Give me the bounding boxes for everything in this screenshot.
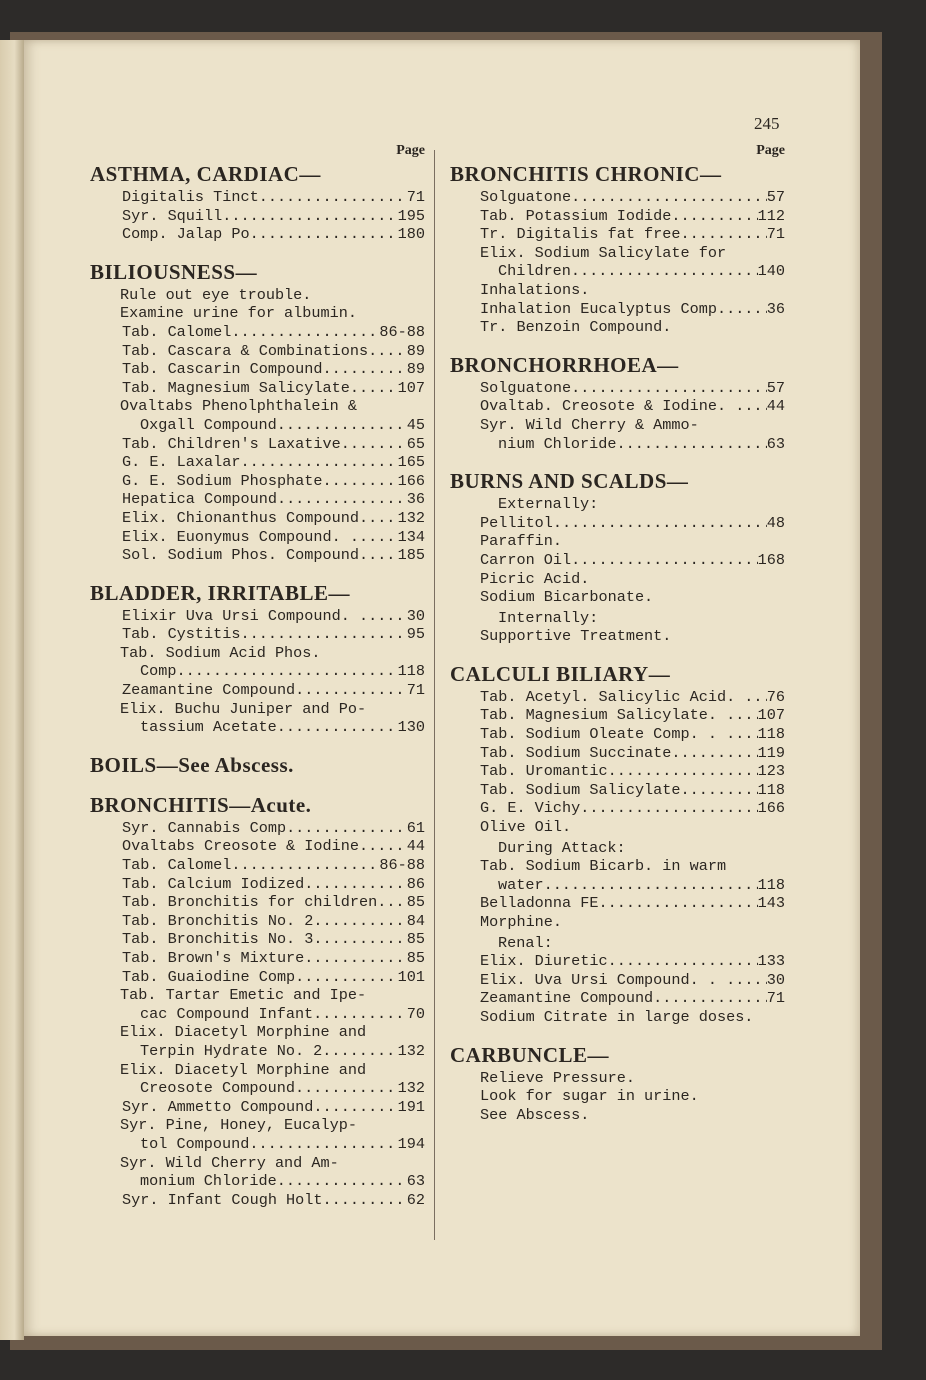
entry-page: 63 [766,434,785,453]
index-entry [90,1005,425,1024]
entry-page: 48 [766,513,785,532]
leader-dots [304,949,406,968]
index-text: Rule out eye trouble. [120,285,312,304]
index-entry [90,207,425,226]
entry-page: 132 [397,508,425,527]
column-divider [434,150,435,1240]
index-text: Inhalations. [480,280,590,299]
index-entry [90,416,425,435]
subheading: Renal: [498,933,553,952]
index-entry [450,725,785,744]
entry-name: tassium Acetate [140,718,277,737]
entry-name: Belladonna FE [480,894,599,913]
entry-name: Tab. Sodium Oleate Comp. . . [480,725,736,744]
index-entry [450,397,785,416]
index-entry [90,607,425,626]
entry-page: 30 [406,606,425,625]
index-entry [90,1042,425,1061]
entry-page: 118 [397,662,425,681]
entry-page: 143 [757,894,785,913]
entry-name: Terpin Hydrate No. 2 [140,1041,323,1060]
entry-page: 107 [757,706,785,725]
leader-dots [653,989,767,1008]
leader-dots [249,1135,397,1154]
leader-dots [735,706,757,725]
index-text: See Abscess. [480,1105,590,1124]
leader-dots [681,781,758,800]
leader-dots [544,876,758,895]
entry-page: 101 [397,967,425,986]
leader-dots [753,688,766,707]
leader-dots [616,435,766,454]
index-entry [90,509,425,528]
section-heading: BURNS AND SCALDS— [450,469,689,494]
index-entry [450,762,785,781]
entry-page: 57 [766,378,785,397]
index-text: Ovaltabs Phenolphthalein & [120,397,357,416]
entry-name: Tab. Bronchitis No. 2 [122,911,314,930]
leader-dots [323,472,398,491]
index-text: Sodium Bicarbonate. [480,588,654,607]
entry-page: 71 [766,225,785,244]
right-column [450,142,785,1124]
section-heading: BOILS—See Abscess. [90,752,294,777]
entry-page: 45 [406,415,425,434]
entry-page: 36 [406,490,425,509]
leader-dots [571,551,758,570]
index-entry [90,856,425,875]
entry-name: Tab. Cascarin Compound [122,360,323,379]
index-entry [90,930,425,949]
entry-name: Elix. Euonymus Compound. . [122,527,359,546]
entry-name: G. E. Laxalar [122,453,241,472]
index-entry [90,546,425,565]
entry-page: 65 [406,434,425,453]
entry-name: Tab. Sodium Salicylate [480,780,681,799]
entry-name: Digitalis Tinct [122,188,259,206]
entry-page: 36 [766,299,785,318]
entry-name: Tab. Calomel [122,322,232,341]
index-text: Examine urine for albumin. [120,304,357,323]
left-sections [90,162,425,1209]
section-heading: BRONCHITIS CHRONIC— [450,162,722,186]
index-text: Sodium Citrate in large doses. [480,1007,754,1026]
section-heading: CARBUNCLE— [450,1042,610,1067]
index-entry [90,188,425,207]
index-text: Supportive Treatment. [480,627,672,646]
leader-dots [386,893,406,912]
index-entry [450,971,785,990]
index-entry [450,300,785,319]
entry-page: 191 [397,1097,425,1116]
entry-page: 118 [757,875,785,894]
index-entry [90,360,425,379]
entry-name: Syr. Cannabis Comp [122,818,287,837]
entry-name: nium Chloride [498,434,617,453]
subheading: Internally: [498,608,599,627]
index-entry [450,188,785,207]
entry-name: Ovaltabs Creosote & Iodine. [122,837,369,856]
entry-name: Syr. Squill [122,206,223,225]
leader-dots [259,188,407,207]
leader-dots [323,1191,407,1210]
entry-page: 140 [757,262,785,281]
entry-name: Syr. Ammetto Compound [122,1097,314,1116]
index-text: Syr. Pine, Honey, Eucalyp- [120,1116,357,1135]
entry-page: 132 [397,1079,425,1098]
entry-name: Inhalation Eucalyptus Comp. [480,299,727,318]
leader-dots [368,607,407,626]
index-entry [90,1172,425,1191]
entry-page: 118 [757,725,785,744]
index-entry [450,551,785,570]
entry-page: 86 [406,874,425,893]
index-entry [450,225,785,244]
entry-name: Creosote Compound [140,1079,295,1098]
entry-name: Tab. Magnesium Salicylate. . [480,706,736,725]
section-heading: CALCULI BILIARY— [450,661,671,686]
index-entry [450,952,785,971]
entry-name: Comp. Jalap Po [122,225,250,244]
index-entry [90,453,425,472]
leader-dots [744,397,766,416]
index-text: Picric Acid. [480,569,590,588]
index-entry [90,681,425,700]
entry-name: Tab. Children's Laxative [122,434,341,453]
entry-name: Tab. Uromantic [480,762,608,781]
index-text: Tab. Tartar Emetic and Ipe- [120,986,367,1005]
leader-dots [608,762,758,781]
entry-page: 134 [397,527,425,546]
index-text: Elix. Sodium Salicylate for [480,243,727,262]
leader-dots [313,912,406,931]
section-heading: BLADDER, IRRITABLE— [90,580,350,605]
leader-dots [240,625,406,644]
leader-dots [571,379,767,398]
leader-dots [735,971,767,990]
entry-page: 166 [397,471,425,490]
leader-dots [295,681,407,700]
entry-page: 44 [406,837,425,856]
index-entry [90,1079,425,1098]
index-entry [90,1191,425,1210]
entry-page: 166 [757,799,785,818]
index-entry [450,207,785,226]
index-entry [450,894,785,913]
entry-page: 119 [757,743,785,762]
entry-page: 194 [397,1134,425,1153]
entry-name: Tab. Potassium Iodide [480,206,672,225]
entry-page: 70 [406,1004,425,1023]
entry-name: Tab. Bronchitis for children. [122,893,387,912]
leader-dots [240,453,397,472]
entry-name: Elixir Uva Ursi Compound. . [122,606,369,625]
leader-dots [368,342,407,361]
leader-dots [322,1042,397,1061]
leader-dots [681,225,767,244]
entry-page: 63 [406,1172,425,1191]
entry-name: G. E. Vichy [480,799,581,818]
index-text: Paraffin. [480,532,563,551]
left-column [90,142,425,1209]
index-entry [450,876,785,895]
leader-dots [304,875,406,894]
leader-dots [277,416,407,435]
leader-dots [608,952,758,971]
leader-dots [671,744,757,763]
entry-name: cac Compound Infant [140,1004,314,1023]
leader-dots [186,662,398,681]
entry-page: 71 [766,989,785,1008]
index-text: Olive Oil. [480,818,572,837]
entry-name: Carron Oil [480,550,572,569]
entry-name: Elix. Diuretic [480,952,608,971]
entry-page: 84 [406,911,425,930]
leader-dots [580,799,757,818]
right-sections [450,162,785,1124]
leader-dots [571,262,758,281]
index-text: Elix. Diacetyl Morphine and [120,1060,367,1079]
index-entry [90,819,425,838]
entry-page: 123 [757,762,785,781]
entry-name: Syr. Infant Cough Holt [122,1190,323,1209]
leader-dots [295,968,397,987]
leader-dots [598,894,757,913]
entry-name: G. E. Sodium Phosphate [122,471,323,490]
entry-name: Tab. Acetyl. Salicylic Acid. . [480,687,754,706]
leader-dots [350,379,398,398]
index-entry [90,1098,425,1117]
entry-page: 107 [397,378,425,397]
entry-name: Tab. Bronchitis No. 3 [122,930,314,949]
entry-page: 61 [406,818,425,837]
leader-dots [726,300,767,319]
entry-page: 165 [397,453,425,472]
previous-page-edge [0,40,24,1340]
index-entry [90,837,425,856]
entry-name: Comp. [140,662,186,681]
index-entry [450,262,785,281]
leader-dots [313,1005,407,1024]
leader-dots [735,725,757,744]
leader-dots [368,509,398,528]
entry-name: Tab. Cascara & Combinations [122,341,369,360]
entry-name: tol Compound [140,1134,250,1153]
entry-page: 112 [757,206,785,225]
entry-page: 168 [757,550,785,569]
index-entry [90,625,425,644]
leader-dots [277,1172,407,1191]
index-entry [90,342,425,361]
entry-name: Oxgall Compound [140,415,277,434]
entry-page: 180 [397,225,425,244]
entry-page: 57 [766,188,785,206]
leader-dots [250,225,398,244]
subheading: Externally: [498,495,599,514]
entry-name: Tab. Magnesium Salicylate [122,378,350,397]
leader-dots [295,1079,398,1098]
entry-name: Tab. Cystitis [122,625,241,644]
index-entry [90,912,425,931]
entry-name: Ovaltab. Creosote & Iodine. . [480,397,745,416]
entry-name: Pellitol [480,513,553,532]
entry-name: Children [498,262,571,281]
section-heading: BRONCHITIS—Acute. [90,792,312,817]
leader-dots [359,528,398,547]
entry-page: 71 [406,681,425,700]
entry-page: 86-88 [379,322,425,341]
leader-dots [368,546,398,565]
leader-dots [277,718,398,737]
index-entry [90,968,425,987]
entry-page: 89 [406,360,425,379]
entry-page: 118 [757,780,785,799]
entry-name: monium Chloride [140,1172,277,1191]
index-text: Look for sugar in urine. [480,1087,699,1106]
subheading: During Attack: [498,838,626,857]
index-entry [90,662,425,681]
leader-dots [286,819,407,838]
index-text: Syr. Wild Cherry and Am- [120,1153,339,1172]
index-entry [90,379,425,398]
entry-page: 71 [406,188,425,206]
index-entry [90,528,425,547]
index-entry [450,688,785,707]
entry-name: Tab. Guaiodine Comp [122,967,296,986]
index-text: Syr. Wild Cherry & Ammo- [480,415,699,434]
index-entry [90,875,425,894]
leader-dots [277,490,407,509]
entry-page: 95 [406,625,425,644]
entry-page: 44 [766,397,785,416]
leader-dots [313,1098,397,1117]
entry-page: 85 [406,949,425,967]
entry-name: Elix. Uva Ursi Compound. . . [480,970,736,989]
entry-page: 85 [406,930,425,949]
entry-page: 86-88 [379,856,425,875]
page-column-label: Page [396,143,425,158]
entry-page: 30 [766,970,785,989]
index-entry [450,514,785,533]
entry-name: Elix. Chionanthus Compound. [122,508,369,527]
entry-name: Tr. Digitalis fat free [480,225,681,244]
entry-name: Sol. Sodium Phos. Compound. [122,546,369,565]
index-entry [90,323,425,342]
entry-page: 195 [397,206,425,225]
index-entry [450,989,785,1008]
entry-page: 76 [766,687,785,706]
section-heading: ASTHMA, CARDIAC— [90,162,321,186]
index-entry [90,893,425,912]
index-entry [90,1135,425,1154]
entry-name: Zeamantine Compound [122,681,296,700]
leader-dots [231,323,379,342]
entry-page: 132 [397,1041,425,1060]
index-entry [450,706,785,725]
page-number: 245 [754,114,780,133]
entry-name: water [498,875,544,894]
leader-dots [368,837,407,856]
entry-page: 89 [406,341,425,360]
leader-dots [341,435,407,454]
index-entry [450,744,785,763]
entry-name: Solguatone [480,378,572,397]
index-text: Tab. Sodium Bicarb. in warm [480,857,727,876]
entry-name: Zeamantine Compound [480,989,654,1008]
entry-name: Tab. Calomel [122,856,232,875]
leader-dots [323,360,407,379]
index-entry [450,799,785,818]
index-entry [90,949,425,968]
entry-page: 185 [397,546,425,565]
index-entry [90,472,425,491]
index-entry [90,490,425,509]
leader-dots [222,207,397,226]
entry-name: Tab. Calcium Iodized [122,874,305,893]
index-entry [450,781,785,800]
index-text: Morphine. [480,913,563,931]
entry-page: 62 [406,1190,425,1209]
leader-dots [671,207,757,226]
leader-dots [571,188,767,207]
leader-dots [313,930,406,949]
index-entry [90,435,425,454]
entry-name: Tab. Sodium Succinate [480,743,672,762]
entry-page: 85 [406,893,425,912]
index-text: Relieve Pressure. [480,1068,635,1087]
index-text: Elix. Diacetyl Morphine and [120,1023,367,1042]
section-heading: BRONCHORRHOEA— [450,352,679,377]
index-entry [450,379,785,398]
index-entry [90,718,425,737]
index-text: Elix. Buchu Juniper and Po- [120,699,367,718]
entry-page: 133 [757,952,785,971]
entry-page: 130 [397,718,425,737]
section-heading: BILIOUSNESS— [90,259,258,284]
page-column-label: Page [756,143,785,158]
entry-name: Tab. Brown's Mixture [122,949,305,967]
leader-dots [231,856,379,875]
leader-dots [553,514,767,533]
index-entry [450,435,785,454]
entry-name: Hepatica Compound [122,490,277,509]
index-text: Tr. Benzoin Compound. [480,318,672,337]
entry-name: Solguatone [480,188,572,206]
index-entry [90,225,425,244]
index-text: Tab. Sodium Acid Phos. [120,643,321,662]
